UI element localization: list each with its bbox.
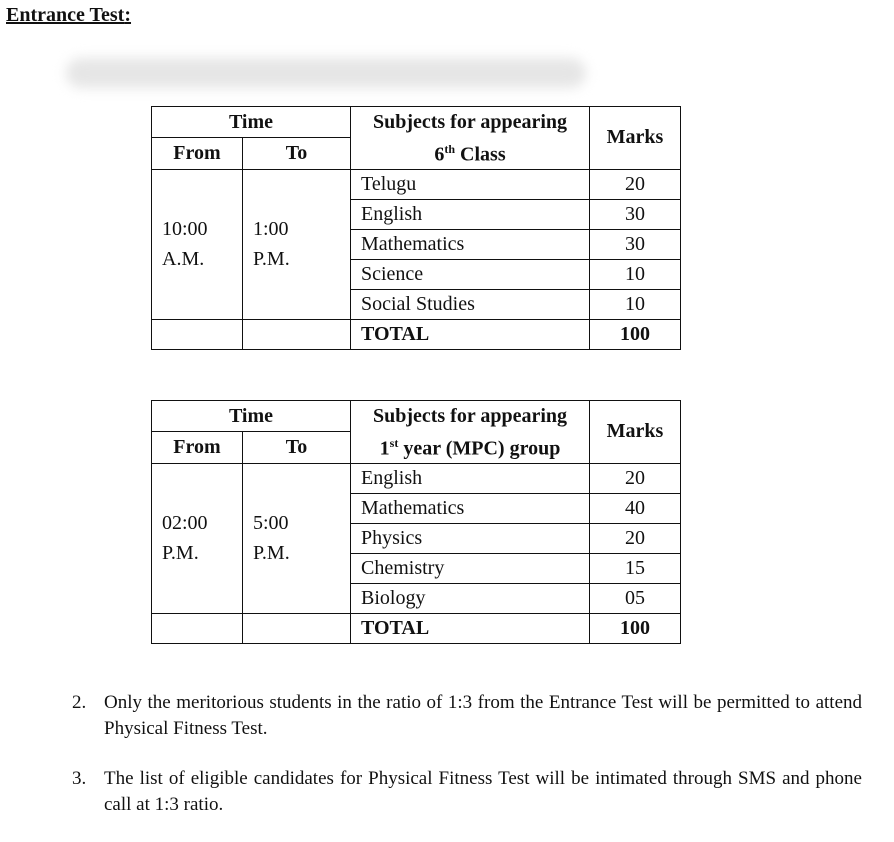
marks-cell: 05 <box>590 583 681 613</box>
subject-header <box>351 401 590 464</box>
table-header-row <box>152 401 681 432</box>
heading-colon: : <box>124 4 132 26</box>
marks-cell: 40 <box>590 493 681 523</box>
note-text: The list of eligible candidates for Physical Fitness Test will be intimated through SMS and phone call at 1:3 ratio. <box>104 768 862 815</box>
note-text: Only the meritorious students in the ratio of 1:3 from the Entrance Test will be permitted to attend Physical Fitness Test. <box>104 692 862 739</box>
page-heading <box>6 4 131 27</box>
marks-cell: 20 <box>590 169 681 199</box>
total-row <box>152 319 681 349</box>
total-row <box>152 613 681 643</box>
marks-cell: 30 <box>590 199 681 229</box>
from-time: 02:00 <box>162 512 208 535</box>
subject-header-line1: Subjects for appearing <box>372 111 568 133</box>
to-time: 1:00 <box>253 218 289 241</box>
notes-list <box>72 690 862 842</box>
table-row <box>152 169 681 199</box>
subject-header-sup: st <box>389 436 399 450</box>
heading-text: Entrance Test <box>6 4 125 26</box>
from-header: From <box>152 432 243 463</box>
total-label: TOTAL <box>351 319 590 349</box>
marks-cell: 20 <box>590 463 681 493</box>
redacted-line <box>66 58 586 88</box>
note-number: 2. <box>72 692 87 713</box>
subject-header-num: 6 <box>434 143 445 166</box>
empty-cell <box>243 613 351 643</box>
subject-header-rest: year (MPC) group <box>398 437 561 460</box>
subject-cell: Mathematics <box>351 229 590 259</box>
marks-cell: 20 <box>590 523 681 553</box>
empty-cell <box>243 319 351 349</box>
to-header: To <box>243 138 351 169</box>
empty-cell <box>152 319 243 349</box>
marks-cell: 30 <box>590 229 681 259</box>
marks-header: Marks <box>590 107 681 170</box>
subject-cell: English <box>351 199 590 229</box>
total-label: TOTAL <box>351 613 590 643</box>
marks-cell: 15 <box>590 553 681 583</box>
subject-header-line1: Subjects for appearing <box>372 405 568 427</box>
to-header: To <box>243 432 351 463</box>
subject-cell: Biology <box>351 583 590 613</box>
subject-cell: Telugu <box>351 169 590 199</box>
total-marks: 100 <box>590 319 681 349</box>
subject-cell: Mathematics <box>351 493 590 523</box>
time-header: Time <box>152 107 351 138</box>
total-marks: 100 <box>590 613 681 643</box>
subject-header <box>351 107 590 170</box>
subject-cell: English <box>351 463 590 493</box>
from-header: From <box>152 138 243 169</box>
to-time-cell <box>243 463 351 613</box>
subject-cell: Science <box>351 259 590 289</box>
from-time-cell <box>152 463 243 613</box>
table-row <box>152 463 681 493</box>
to-ampm: P.M. <box>253 248 290 271</box>
schedule-table-6th-class <box>151 106 681 350</box>
empty-cell <box>152 613 243 643</box>
schedule-table-1st-year <box>151 400 681 644</box>
subject-cell: Chemistry <box>351 553 590 583</box>
subject-header-num: 1 <box>379 437 390 460</box>
list-item <box>72 766 862 818</box>
marks-header: Marks <box>590 401 681 464</box>
from-ampm: A.M. <box>162 248 205 271</box>
from-time-cell <box>152 169 243 319</box>
to-time: 5:00 <box>253 512 289 535</box>
to-ampm: P.M. <box>253 542 290 565</box>
subject-cell: Social Studies <box>351 289 590 319</box>
to-time-cell <box>243 169 351 319</box>
table-header-row <box>152 107 681 138</box>
time-header: Time <box>152 401 351 432</box>
list-item <box>72 690 862 742</box>
marks-cell: 10 <box>590 259 681 289</box>
from-time: 10:00 <box>162 218 208 241</box>
note-number: 3. <box>72 768 87 789</box>
marks-cell: 10 <box>590 289 681 319</box>
subject-cell: Physics <box>351 523 590 553</box>
subject-header-rest: Class <box>455 143 506 166</box>
subject-header-sup: th <box>444 142 456 156</box>
from-ampm: P.M. <box>162 542 199 565</box>
